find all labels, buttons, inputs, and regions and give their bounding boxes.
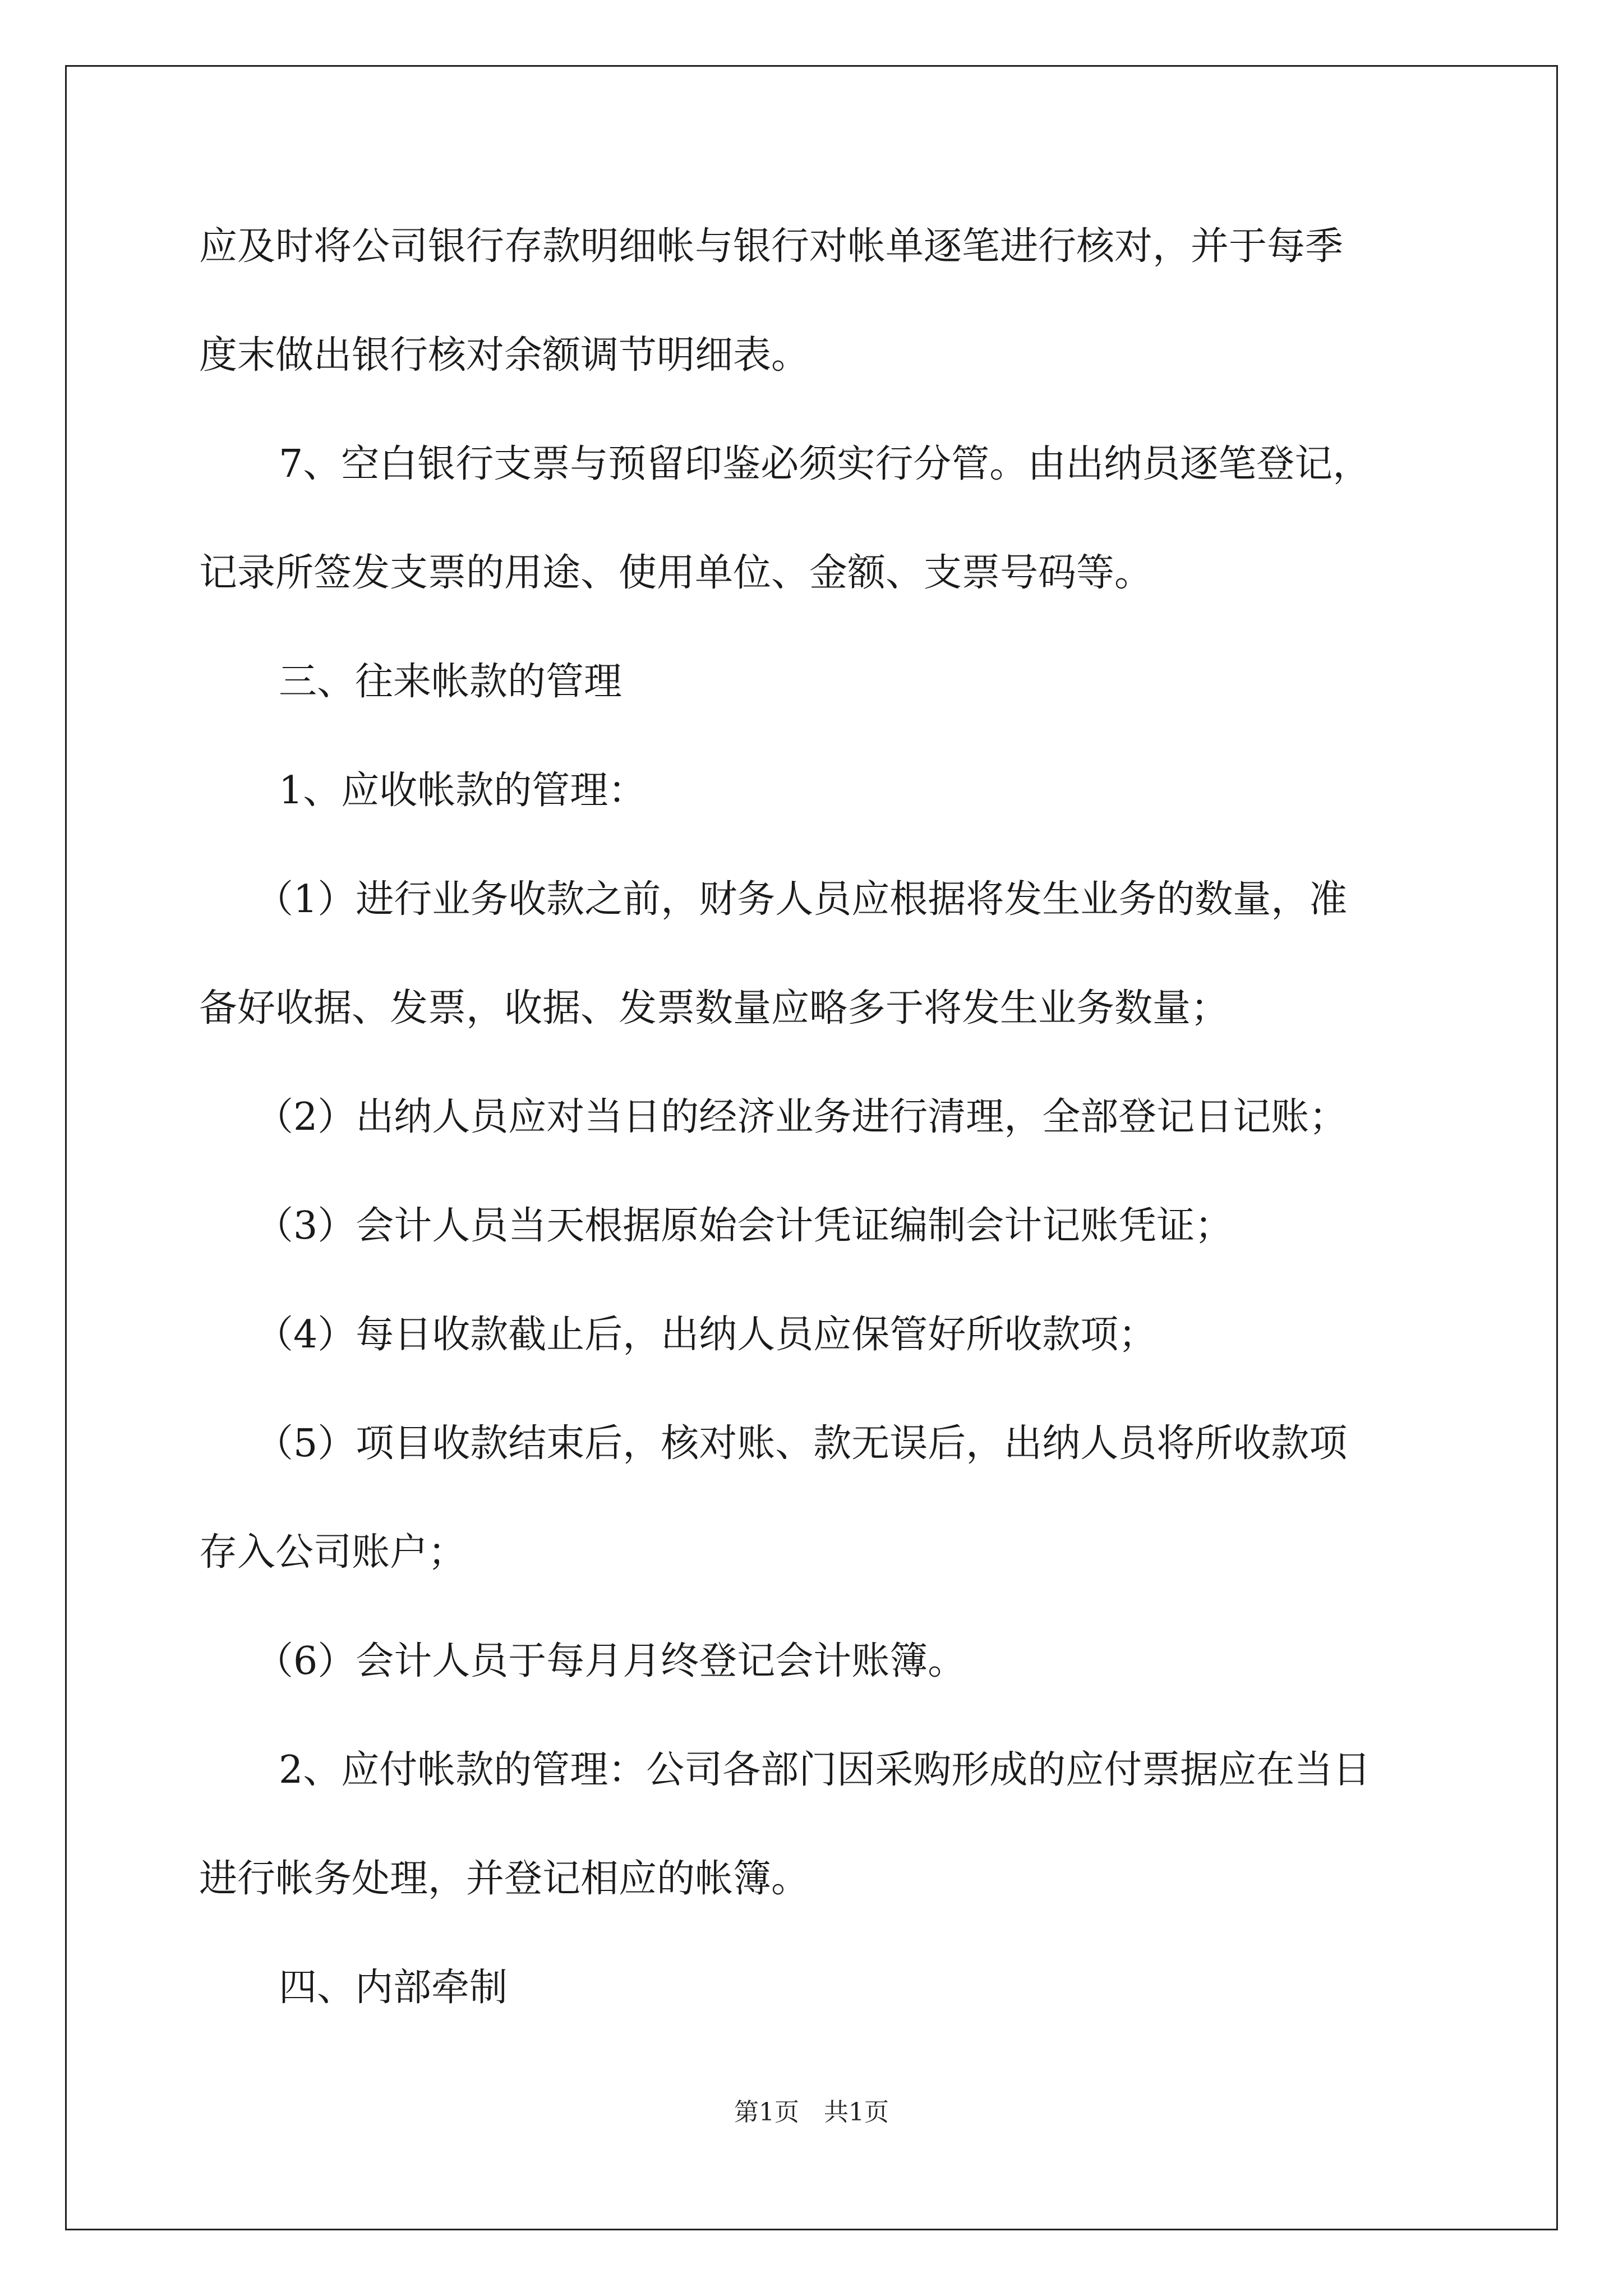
paragraph-line: 进行帐务处理，并登记相应的帐簿。: [199, 1857, 810, 1901]
paragraph-line: （4）每日收款截止后，出纳人员应保管好所收款项；: [255, 1313, 1157, 1357]
paragraph-line: 记录所签发支票的用途、使用单位、金额、支票号码等。: [199, 551, 1153, 595]
subsection-heading: 1、应收帐款的管理：: [279, 769, 647, 813]
paragraph-line: （5）项目收款结束后，核对账、款无误后，出纳人员将所收款项: [255, 1421, 1348, 1466]
paragraph-line: 2、应付帐款的管理：公司各部门因采购形成的应付票据应在当日: [279, 1748, 1371, 1792]
paragraph-line: （6）会计人员于每月月终登记会计账簿。: [255, 1639, 966, 1683]
paragraph-line: 存入公司账户；: [199, 1530, 467, 1575]
page-total: 共1页: [824, 2098, 889, 2127]
section-heading: 四、内部牵制: [279, 1966, 508, 2010]
paragraph-line: 备好收据、发票，收据、发票数量应略多于将发生业务数量；: [199, 986, 1229, 1030]
paragraph-line: （1）进行业务收款之前，财务人员应根据将发生业务的数量，准: [255, 877, 1348, 922]
page-number: 第1页: [734, 2098, 799, 2127]
page-border: [65, 65, 1558, 2230]
section-heading: 三、往来帐款的管理: [279, 660, 623, 704]
paragraph-line: （3）会计人员当天根据原始会计凭证编制会计记账凭证；: [255, 1204, 1233, 1248]
paragraph-line: 应及时将公司银行存款明细帐与银行对帐单逐笔进行核对，并于每季: [199, 224, 1344, 269]
paragraph-line: （2）出纳人员应对当日的经济业务进行清理，全部登记日记账；: [255, 1095, 1348, 1139]
page-footer: [0, 2100, 1623, 2125]
paragraph-line: 7、空白银行支票与预留印鉴必须实行分管。由出纳员逐笔登记，: [279, 442, 1371, 486]
paragraph-line: 度末做出银行核对余额调节明细表。: [199, 333, 810, 378]
